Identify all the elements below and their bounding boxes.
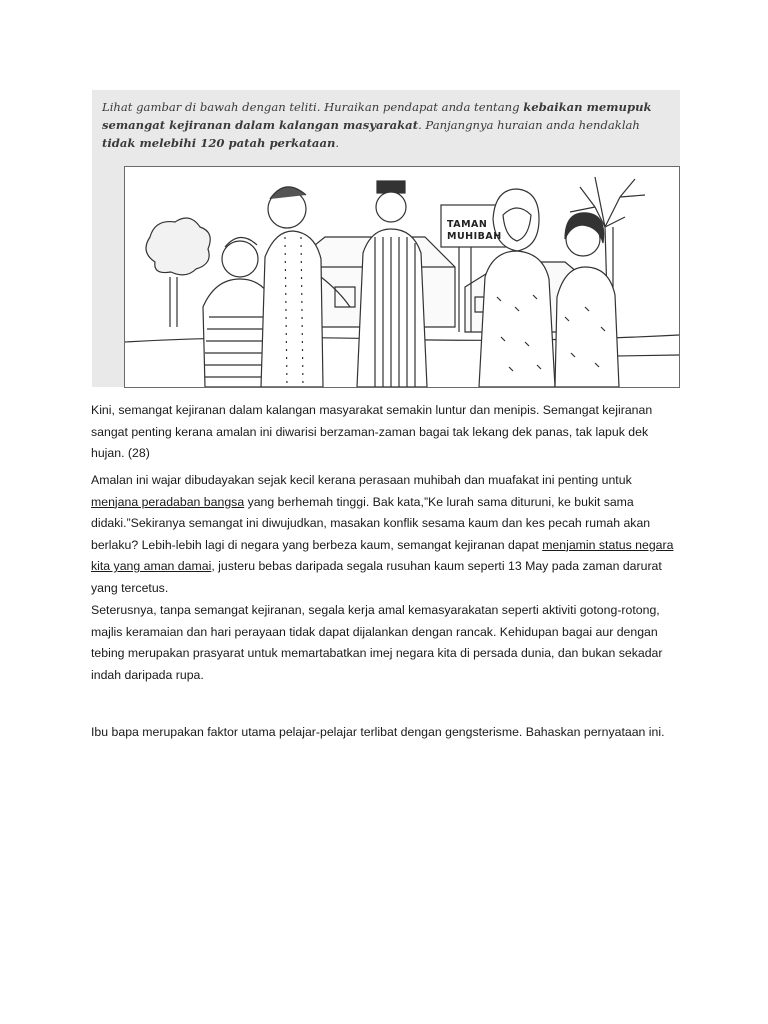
- paragraph-text: Kini, semangat kejiranan dalam kalangan masyarakat semakin luntur dan menipis. Semangat kejiranan sangat penting kerana amalan ini diwarisi berzaman-zaman bagai tak lekang dek panas, tak lapuk dek hujan. (28): [91, 403, 653, 460]
- text-run: , justeru bebas daripada segala rusuhan kaum seperti 13 May pada zaman darurat yang tercetus.: [91, 559, 662, 595]
- paragraph-3: [91, 600, 677, 686]
- paragraph-1: [91, 400, 677, 465]
- instruction-emphasis: tidak melebihi 120 patah perkataan: [102, 136, 336, 150]
- sign-line: MUHIBAH: [447, 231, 502, 242]
- sign-line: TAMAN: [447, 219, 488, 230]
- text-run: Amalan ini wajar dibudayakan sejak kecil kerana perasaan muhibah dan muafakat ini penting untuk: [91, 473, 632, 487]
- text-run: yang berhemah tinggi. Bak kata,”Ke lurah sama dituruni, ke bukit sama didaki.”Sekiranya semangat ini diwujudkan, masakan konflik sesama kaum dan kes pecah rumah akan berlaku? Lebih-lebih lagi di negara yang berbeza kaum, semangat kejiranan dapat: [91, 494, 651, 552]
- paragraph-text: Seterusnya, tanpa semangat kejiranan, segala kerja amal kemasyarakatan seperti aktiviti gotong-rotong, majlis keramaian dan hari perayaan tidak dapat dijalankan dengan rancak. Kehidupan bagai aur dengan tebing merupakan prasyarat untuk memartabatkan imej negara kita di persada dunia, dan bukan sekadar indah daripada rupa.: [91, 603, 663, 682]
- neighbourhood-illustration: [124, 166, 680, 388]
- instruction-text: .: [335, 136, 340, 150]
- paragraph-text: Ibu bapa merupakan faktor utama pelajar-pelajar terlibat dengan gengsterisme. Bahaskan pernyataan ini.: [91, 725, 665, 739]
- instruction-emphasis: kebaikan memupuk semangat kejiranan dalam kalangan masyarakat: [102, 100, 652, 132]
- worksheet-instruction: [102, 98, 672, 152]
- underlined-phrase: menjamin status negara kita yang aman damai: [91, 537, 674, 573]
- instruction-text: Lihat gambar di bawah dengan teliti. Huraikan pendapat anda tentang: [102, 100, 524, 114]
- underlined-phrase: menjana peradaban bangsa: [91, 494, 245, 509]
- scanned-worksheet-image: [92, 90, 680, 387]
- instruction-text: . Panjangnya huraian anda hendaklah: [418, 118, 640, 132]
- illustration-drawing: [125, 167, 679, 387]
- paragraph-text: [91, 470, 677, 599]
- sign-taman-muhibah: [447, 219, 502, 243]
- question-prompt: [91, 722, 677, 744]
- paragraph-2: [91, 470, 677, 599]
